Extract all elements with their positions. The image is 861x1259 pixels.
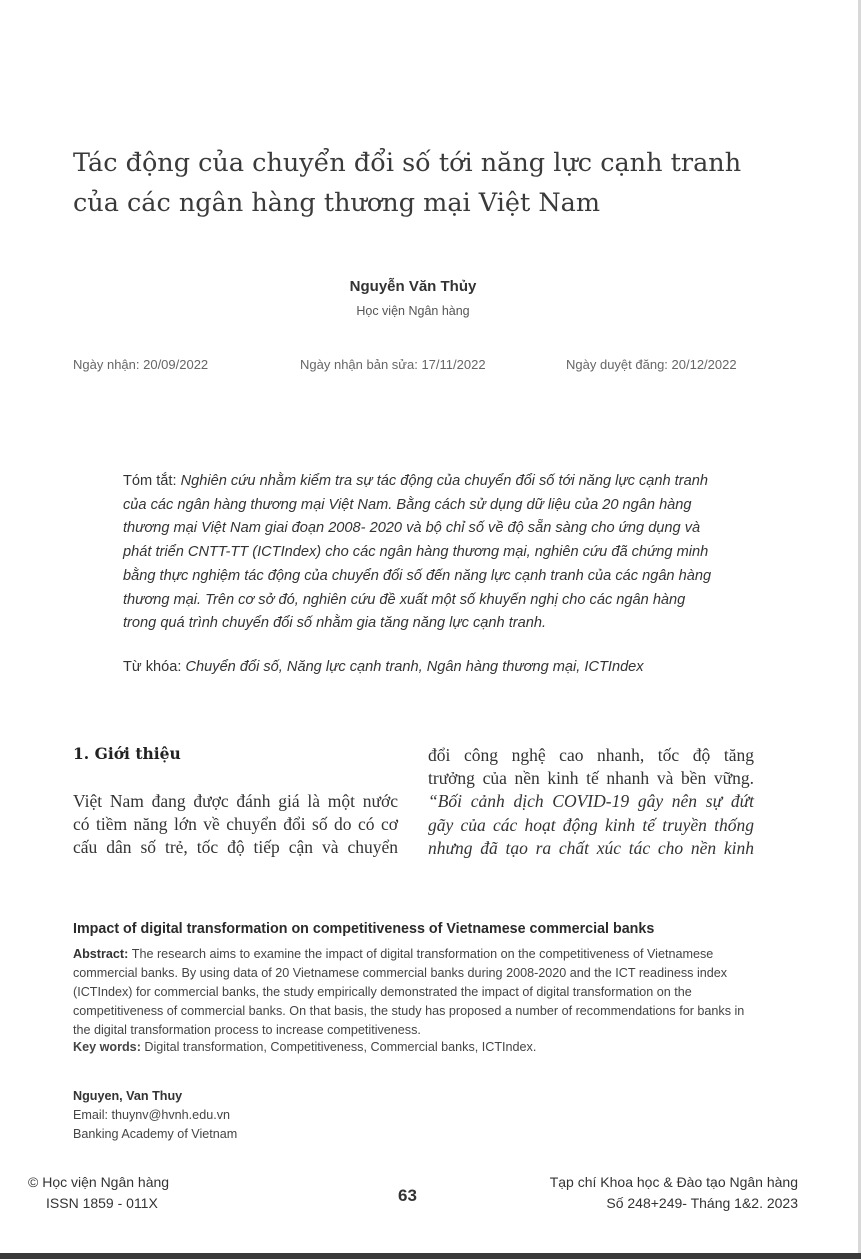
abstract-vi-text: Nghiên cứu nhằm kiểm tra sự tác động của chuyển đổi số tới năng lực cạnh tranh của các ngân hàng thương mại Việt Nam. Bằng cách sử dụng dữ liệu của 20 ngân hàng thương mại Việt Nam giai đoạn 2008- 2020 và bộ chỉ số về độ sẵn sàng cho ứng dụng và phát triển CNTT-TT (ICTIndex) cho các ngân hàng thương mại, nghiên cứu đã chứng minh bằng thực nghiệm tác động của chuyển đổi số đến năng lực cạnh tranh của các ngân hàng thương mại. Trên cơ sở đó, nghiên cứu đề xuất một số khuyến nghị cho các ngân hàng trong quá trình chuyển đổi số nhằm gia tăng năng lực cạnh tranh.: [123, 473, 712, 632]
date-received: Ngày nhận: 20/09/2022: [73, 357, 209, 372]
keywords-en-label: Key words:: [73, 1040, 145, 1054]
author-affiliation: Học viện Ngân hàng: [356, 304, 470, 318]
keywords-vietnamese: [123, 659, 723, 675]
body-line-quote: gãy của các hoạt động kinh tế truyền thống: [428, 814, 754, 835]
keywords-english: [73, 1040, 536, 1054]
section-heading: 1. Giới thiệu: [73, 744, 181, 763]
body-line-quote: “Bối cảnh dịch COVID-19 gây nên sự đứt: [428, 791, 754, 812]
english-title: Impact of digital transformation on competitiveness of Vietnamese commercial banks: [73, 921, 655, 937]
abstract-english: [73, 945, 753, 1040]
keywords-vi-text: Chuyển đổi số, Năng lực cạnh tranh, Ngân hàng thương mại, ICTIndex: [185, 659, 644, 675]
contact-institution: Banking Academy of Vietnam: [73, 1127, 238, 1141]
keywords-en-text: Digital transformation, Competitiveness, Commercial banks, ICTIndex.: [144, 1040, 537, 1054]
date-revised: Ngày nhận bản sửa: 17/11/2022: [300, 357, 486, 372]
abstract-en-text: The research aims to examine the impact of digital transformation on the competitiveness of Vietnamese commercial banks. By using data of 20 Vietnamese commercial banks during 2008-2020 and the ICT readiness index (ICTIndex) for commercial banks, the study empirically demonstrated the impact of digital transformation on the competitiveness of commercial banks. On that basis, the study has proposed a number of recommendations for banks in the digital transformation process to increase competitiveness.: [73, 947, 745, 1037]
body-column-right: [428, 744, 754, 860]
contact-email: Email: thuynv@hvnh.edu.vn: [73, 1108, 230, 1122]
footer-issue: Số 248+249- Tháng 1&2. 2023: [606, 1195, 798, 1211]
title-line-1: Tác động của chuyển đổi số tới năng lực cạnh tranh: [73, 148, 742, 178]
body-line-quote: nhưng đã tạo ra chất xúc tác cho nền kinh: [428, 837, 754, 858]
author-contact: [73, 1087, 237, 1144]
date-accepted: Ngày duyệt đăng: 20/12/2022: [566, 357, 737, 372]
author-name: Nguyễn Văn Thủy: [349, 278, 477, 295]
body-line: đổi công nghệ cao nhanh, tốc độ tăng: [428, 745, 754, 765]
page-number: 63: [398, 1186, 417, 1205]
body-line: cấu dân số trẻ, tốc độ tiếp cận và chuyển: [73, 837, 398, 858]
article-title: [73, 143, 773, 223]
footer-issn: ISSN 1859 - 011X: [46, 1195, 158, 1211]
body-column-left: [73, 790, 398, 860]
title-line-2: của các ngân hàng thương mại Việt Nam: [73, 188, 601, 218]
footer-right: [550, 1172, 798, 1214]
footer-left: [28, 1172, 169, 1214]
scan-edge-bottom: [0, 1253, 861, 1259]
abstract-vi-label: Tóm tắt:: [123, 473, 181, 489]
footer-journal: Tạp chí Khoa học & Đào tạo Ngân hàng: [549, 1174, 798, 1190]
body-line: Việt Nam đang được đánh giá là một nước: [73, 791, 398, 811]
abstract-en-label: Abstract:: [73, 947, 132, 961]
body-line: có tiềm năng lớn về chuyển đổi số do có cơ: [73, 814, 398, 835]
body-line: trưởng của nền kinh tế nhanh và bền vững.: [428, 768, 754, 789]
footer-copyright: © Học viện Ngân hàng: [28, 1174, 170, 1190]
keywords-vi-label: Từ khóa:: [123, 659, 186, 675]
contact-name: Nguyen, Van Thuy: [73, 1089, 183, 1103]
abstract-vietnamese: [123, 470, 713, 636]
